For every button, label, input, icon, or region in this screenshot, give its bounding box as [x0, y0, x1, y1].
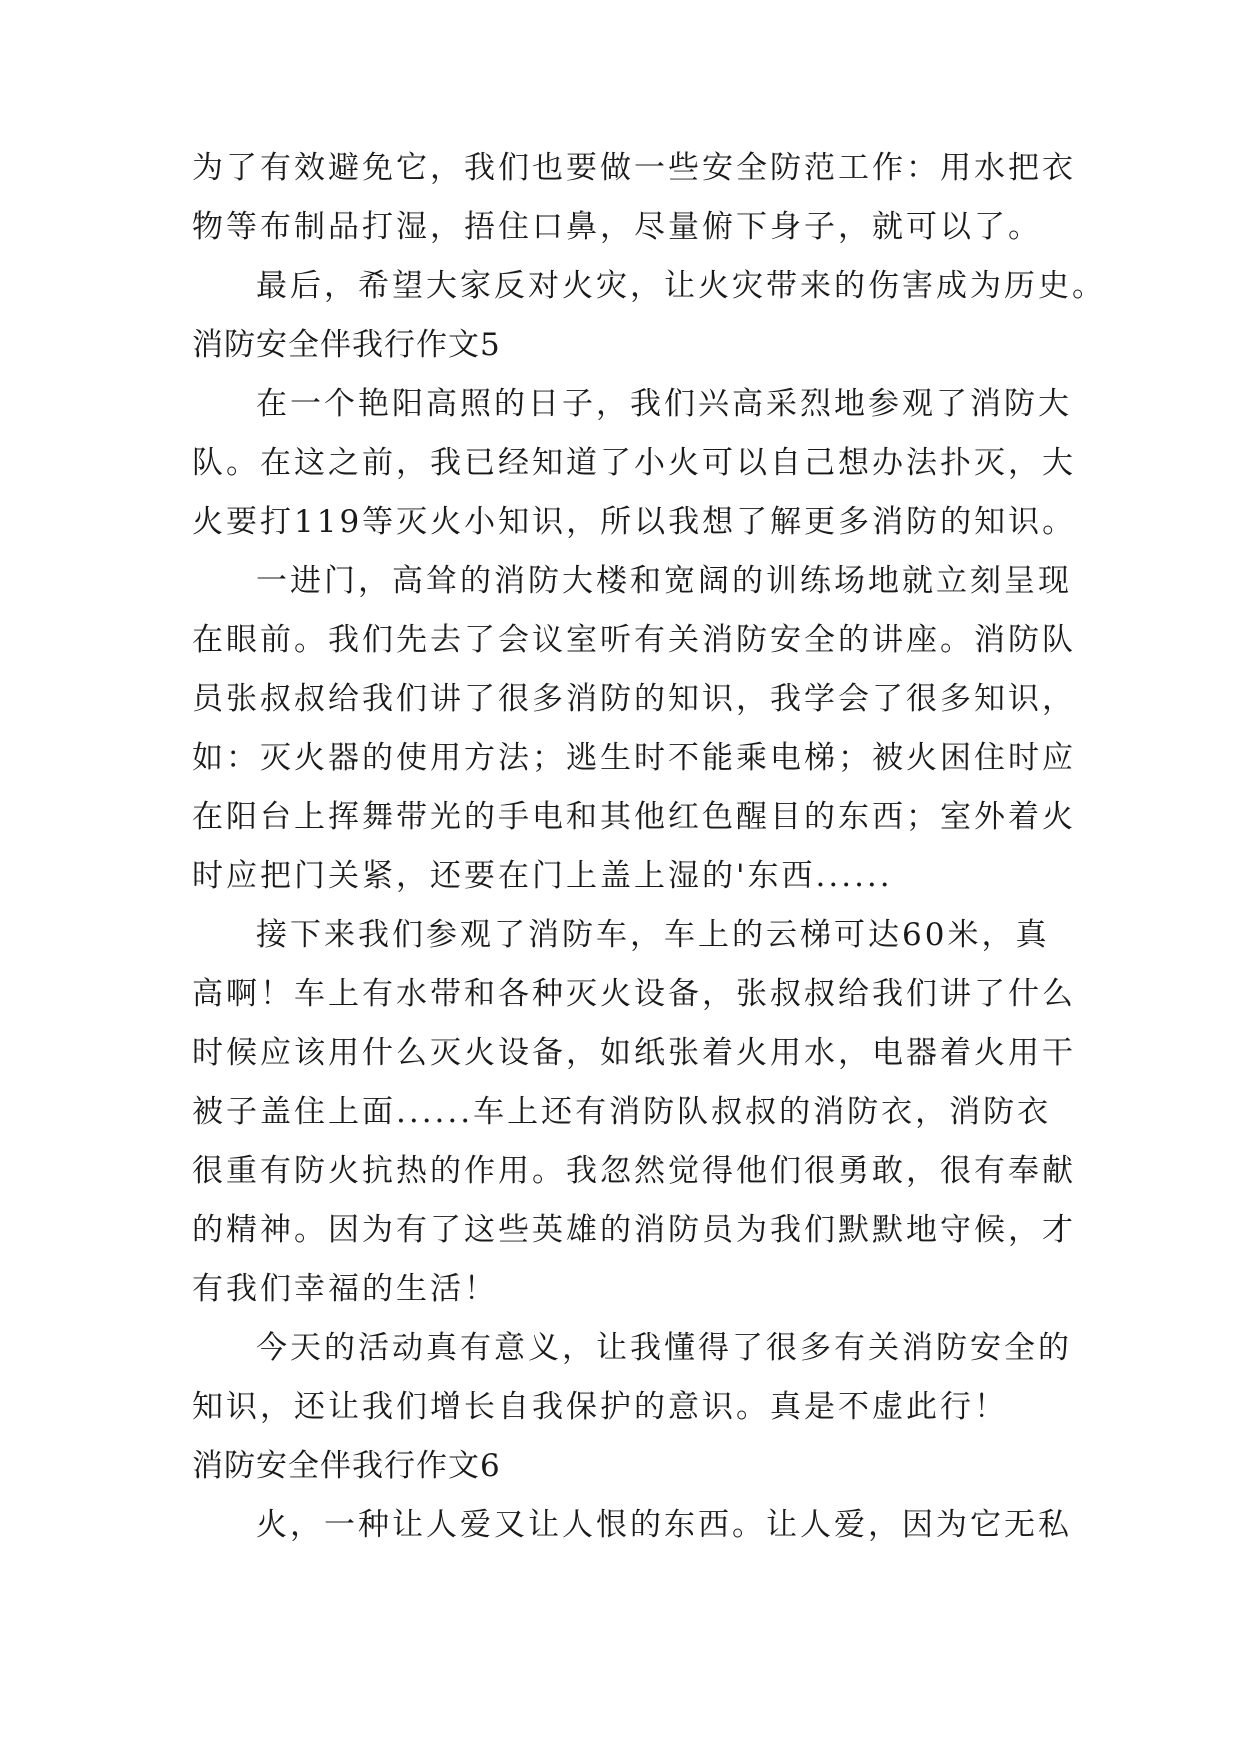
- text-line: 火，一种让人爱又让人恨的东西。让人爱，因为它无私: [256, 1507, 1072, 1543]
- text-line: 时候应该用什么灭火设备，如纸张着火用水，电器着火用干: [192, 1035, 1076, 1071]
- text-line: 接下来我们参观了消防车，车上的云梯可达60米，真: [256, 917, 1050, 953]
- text-line: 如：灭火器的使用方法；逃生时不能乘电梯；被火困住时应: [192, 740, 1076, 776]
- text-line: 在眼前。我们先去了会议室听有关消防安全的讲座。消防队: [192, 622, 1076, 658]
- text-line: 为了有效避免它，我们也要做一些安全防范工作：用水把衣: [192, 150, 1076, 186]
- text-line: 有我们幸福的生活！: [192, 1271, 498, 1307]
- text-line: 时应把门关紧，还要在门上盖上湿的'东西......: [192, 858, 893, 894]
- text-line: 的精神。因为有了这些英雄的消防员为我们默默地守候，才: [192, 1212, 1076, 1248]
- text-line: 很重有防火抗热的作用。我忽然觉得他们很勇敢，很有奉献: [192, 1153, 1076, 1189]
- section-heading: 消防安全伴我行作文6: [192, 1448, 501, 1484]
- text-line: 高啊！车上有水带和各种灭火设备，张叔叔给我们讲了什么: [192, 976, 1076, 1012]
- text-line: 一进门，高耸的消防大楼和宽阔的训练场地就立刻呈现: [256, 563, 1072, 599]
- text-line: 员张叔叔给我们讲了很多消防的知识，我学会了很多知识，: [192, 681, 1076, 717]
- text-line: 在一个艳阳高照的日子，我们兴高采烈地参观了消防大: [256, 386, 1072, 422]
- text-line: 知识，还让我们增长自我保护的意识。真是不虚此行！: [192, 1389, 1008, 1425]
- text-line: 最后，希望大家反对火灾，让火灾带来的伤害成为历史。: [256, 268, 1106, 304]
- text-line: 队。在这之前，我已经知道了小火可以自己想办法扑灭，大: [192, 445, 1076, 481]
- text-line: 火要打119等灭火小知识，所以我想了解更多消防的知识。: [192, 504, 1077, 540]
- text-line: 被子盖住上面......车上还有消防队叔叔的消防衣，消防衣: [192, 1094, 1052, 1130]
- text-line: 物等布制品打湿，捂住口鼻，尽量俯下身子，就可以了。: [192, 209, 1042, 245]
- text-line: 在阳台上挥舞带光的手电和其他红色醒目的东西；室外着火: [192, 799, 1076, 835]
- text-line: 今天的活动真有意义，让我懂得了很多有关消防安全的: [256, 1330, 1072, 1366]
- section-heading: 消防安全伴我行作文5: [192, 327, 501, 363]
